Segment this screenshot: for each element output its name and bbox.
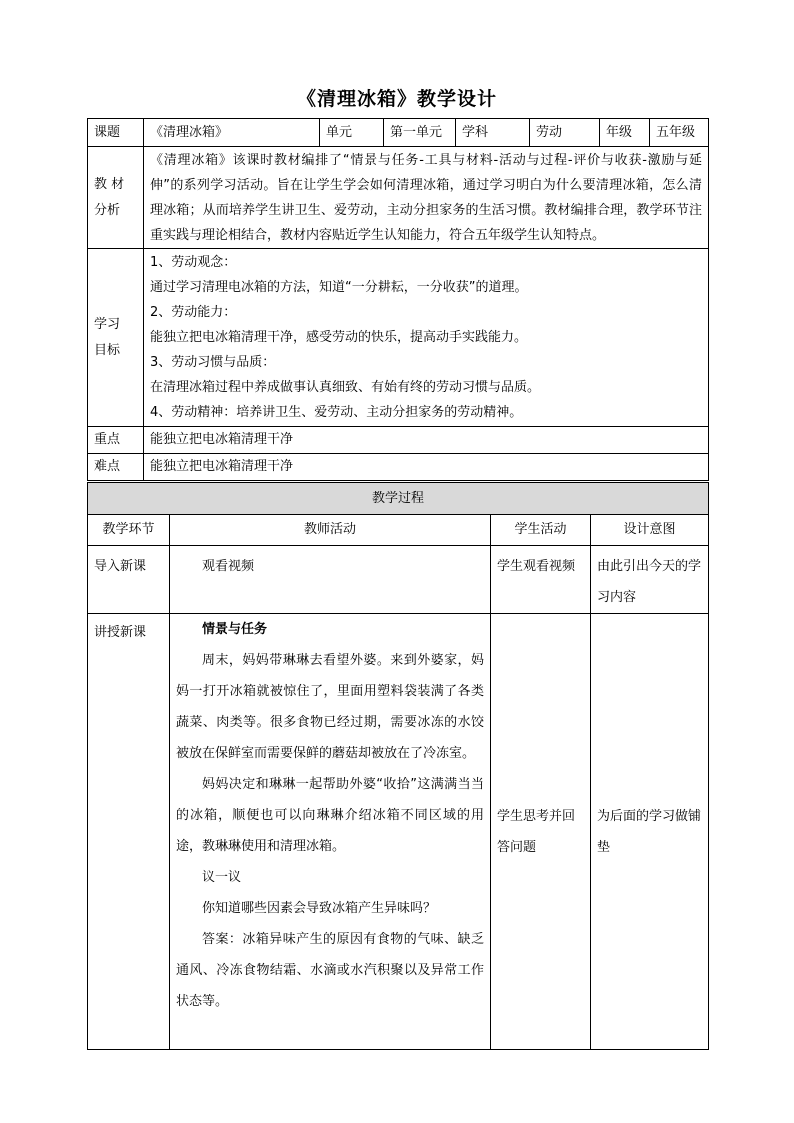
header-row [88,119,709,147]
objectives-label [88,249,144,427]
objective-line: 3、劳动习惯与品质： [150,355,276,370]
process-heading-row [88,483,709,515]
key-point-label: 重点 [88,427,144,454]
grade-value: 五年级 [650,119,709,147]
stage-cell: 导入新课 [88,546,170,614]
scenario-paragraph: 妈妈决定和琳琳一起帮助外婆“收拾”这满满当当的冰箱，顺便也可以向琳琳介绍冰箱不同区域的用途，教琳琳使用和清理冰箱。 [176,777,484,854]
analysis-label-line1: 教 材 [94,176,125,192]
teacher-activity: 观看视频 [170,546,491,614]
objectives-list [144,249,709,427]
objective-line: 通过学习清理电冰箱的方法，知道“一分耕耘，一分收获”的道理。 [150,280,528,295]
subject-label: 学科 [456,119,530,147]
design-intent: 为后面的学习做铺垫 [591,614,709,1050]
difficulty-row [88,454,709,481]
course-info-table [87,118,709,481]
objective-line: 能独立把电冰箱清理干净，感受劳动的快乐，提高动手实践能力。 [150,330,528,345]
objectives-label-line2: 目标 [94,342,121,358]
teaching-process-table [87,482,709,1050]
process-columns-row [88,515,709,546]
analysis-label-line2: 分析 [94,202,121,218]
objective-line: 2、劳动能力： [150,305,237,320]
discussion-heading: 议一议 [202,870,242,885]
discussion-answer: 答案：冰箱异味产生的原因有食物的气味、缺乏通风、冷冻食物结霜、水滴或水汽积聚以及异常工作状态等。 [176,932,484,1009]
column-header: 设计意图 [591,515,709,546]
course-value: 《清理冰箱》 [144,119,320,147]
analysis-text: 《清理冰箱》该课时教材编排了“情景与任务-工具与材料-活动与过程-评价与收获-激励与延伸”的系列学习活动。旨在让学生学会如何清理冰箱，通过学习明白为什么要清理冰箱，怎么清理冰箱；从而培养学生讲卫生、爱劳动，主动分担家务的生活习惯。教材编排合理，教学环节注重实践与理论相结合，教材内容贴近学生认知能力，符合五年级学生认知特点。 [144,147,709,249]
analysis-label [88,147,144,249]
student-activity: 学生思考并回答问题 [491,614,591,1050]
unit-value: 第一单元 [384,119,456,147]
objective-line: 4、劳动精神：培养讲卫生、爱劳动、主动分担家务的劳动精神。 [150,405,523,420]
objectives-label-line1: 学习 [94,316,121,332]
process-row-lesson [88,614,709,1050]
student-activity: 学生观看视频 [491,546,591,614]
page-title: 《清理冰箱》教学设计 [296,88,497,110]
column-header: 学生活动 [491,515,591,546]
objectives-row [88,249,709,427]
scenario-paragraph: 周末，妈妈带琳琳去看望外婆。来到外婆家，妈妈一打开冰箱就被惊住了，里面用塑料袋装满了各类蔬菜、肉类等。很多食物已经过期，需要冰冻的水饺被放在保鲜室而需要保鲜的蘑菇却被放在了冷冻室。 [176,653,484,761]
unit-label: 单元 [320,119,384,147]
column-header: 教学环节 [88,515,170,546]
grade-label: 年级 [600,119,650,147]
difficulty-label: 难点 [88,454,144,481]
subject-value: 劳动 [530,119,600,147]
difficulty-text: 能独立把电冰箱清理干净 [144,454,709,481]
teacher-activity [170,614,491,1050]
key-point-text: 能独立把电冰箱清理干净 [144,427,709,454]
objective-line: 在清理冰箱过程中养成做事认真细致、有始有终的劳动习惯与品质。 [150,380,541,395]
process-row-intro [88,546,709,614]
column-header: 教师活动 [170,515,491,546]
process-heading: 教学过程 [88,483,709,515]
discussion-question: 你知道哪些因素会导致冰箱产生异味吗？ [202,901,437,916]
design-intent: 由此引出今天的学习内容 [591,546,709,614]
course-label: 课题 [88,119,144,147]
scenario-heading: 情景与任务 [202,622,268,637]
analysis-row [88,147,709,249]
objective-line: 1、劳动观念： [150,255,237,270]
stage-cell: 讲授新课 [88,614,170,1050]
key-point-row [88,427,709,454]
